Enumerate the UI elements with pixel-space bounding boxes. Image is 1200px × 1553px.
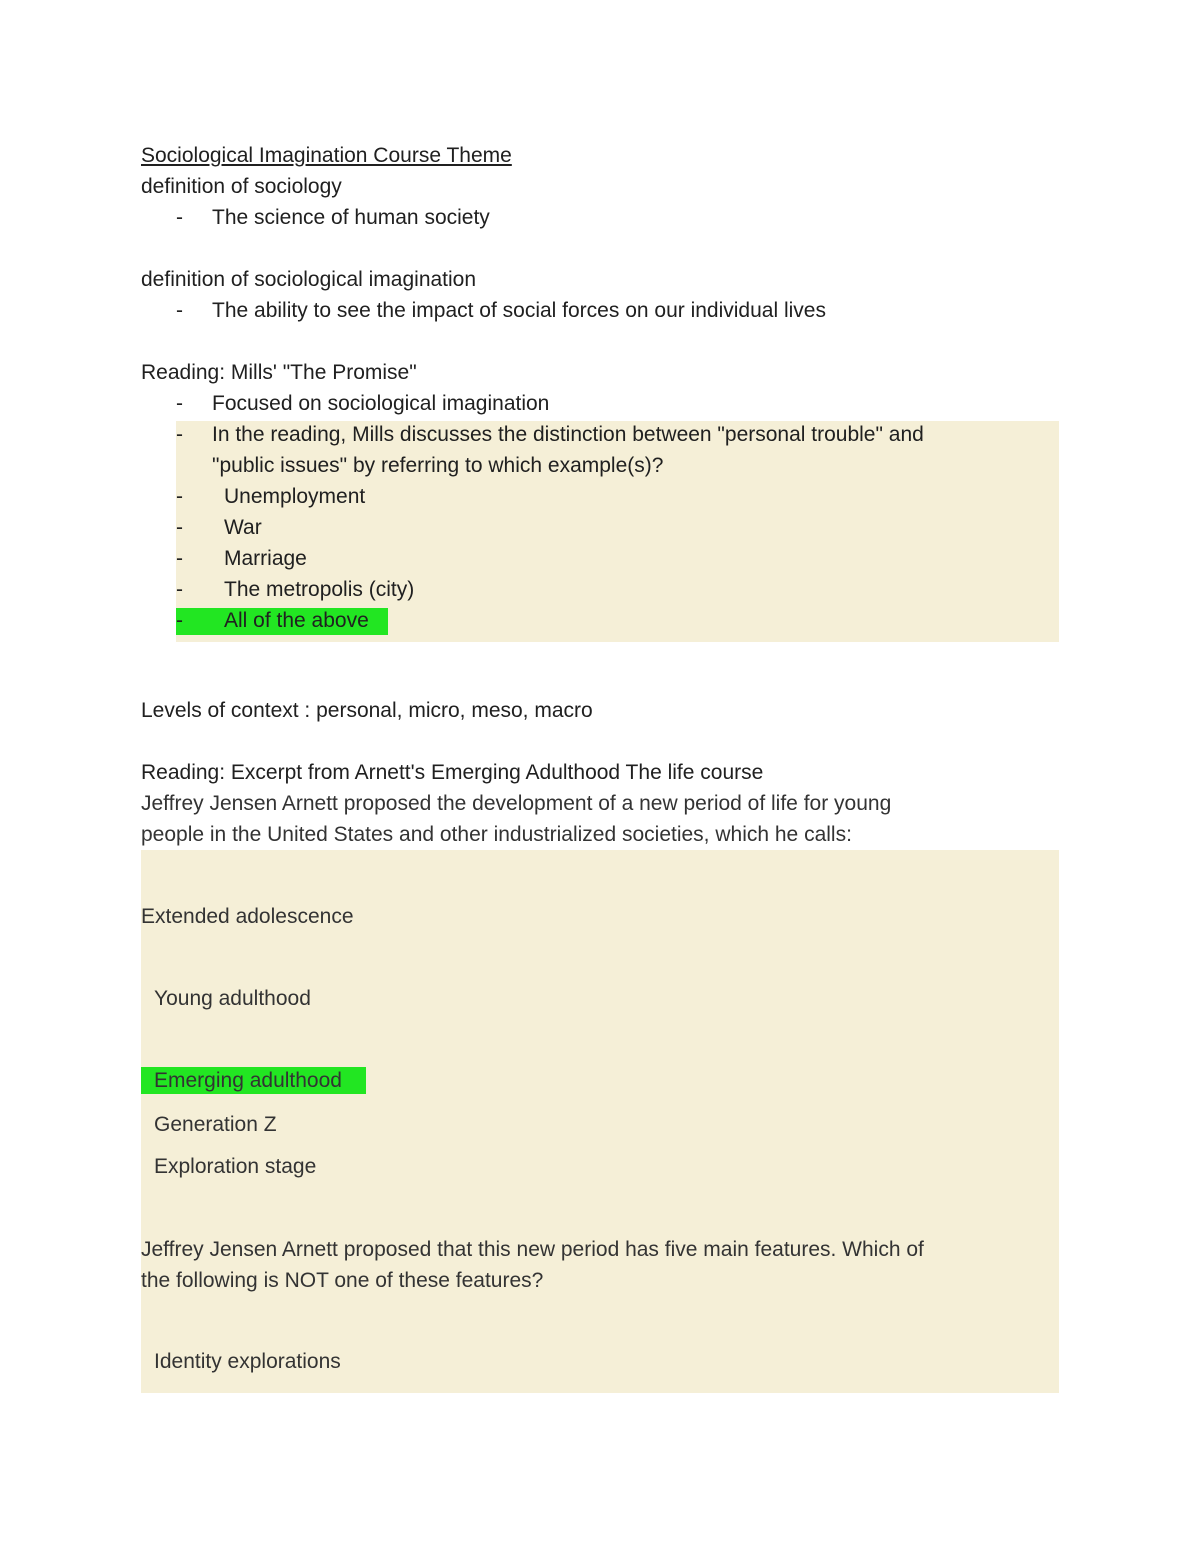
arnett-intro-line1: Jeffrey Jensen Arnett proposed the development of a new period of life for young [141, 792, 892, 815]
arnett-question2-option: Identity explorations [154, 1350, 341, 1373]
arnett-question2-line2: the following is NOT one of these features? [141, 1269, 544, 1292]
mills-heading: Reading: Mills' "The Promise" [141, 361, 417, 384]
mills-question-line1: In the reading, Mills discusses the distinction between "personal trouble" and [212, 423, 924, 446]
imagination-heading: definition of sociological imagination [141, 268, 477, 291]
imagination-definition: The ability to see the impact of social forces on our individual lives [212, 299, 826, 322]
arnett-question-box [141, 850, 1059, 1393]
option-dash: - [176, 609, 183, 632]
bullet-dash: - [176, 206, 183, 229]
sociology-definition: The science of human society [212, 206, 490, 229]
mills-question-line2: "public issues" by referring to which example(s)? [212, 454, 664, 477]
bullet-dash: - [176, 423, 183, 446]
option-dash: - [176, 547, 183, 570]
arnett-option: Exploration stage [154, 1155, 317, 1178]
arnett-heading: Reading: Excerpt from Arnett's Emerging Adulthood The life course [141, 761, 764, 784]
arnett-option: Young adulthood [154, 987, 311, 1010]
bullet-dash: - [176, 392, 183, 415]
mills-option: Unemployment [224, 485, 366, 508]
mills-option-answer: All of the above [224, 609, 369, 632]
bullet-dash: - [176, 299, 183, 322]
option-dash: - [176, 485, 183, 508]
mills-bullet: Focused on sociological imagination [212, 392, 550, 415]
arnett-option: Extended adolescence [141, 905, 354, 928]
arnett-option-answer: Emerging adulthood [154, 1069, 342, 1092]
page-title: Sociological Imagination Course Theme [141, 144, 512, 167]
option-dash: - [176, 516, 183, 539]
mills-option: Marriage [224, 547, 307, 570]
mills-option: The metropolis (city) [224, 578, 415, 601]
levels-of-context: Levels of context : personal, micro, meso, macro [141, 699, 593, 722]
arnett-option: Generation Z [154, 1113, 277, 1136]
arnett-question2-line1: Jeffrey Jensen Arnett proposed that this new period has five main features. Which of [141, 1238, 924, 1261]
mills-option: War [224, 516, 262, 539]
sociology-heading: definition of sociology [141, 175, 342, 198]
arnett-intro-line2: people in the United States and other industrialized societies, which he calls: [141, 823, 852, 846]
option-dash: - [176, 578, 183, 601]
